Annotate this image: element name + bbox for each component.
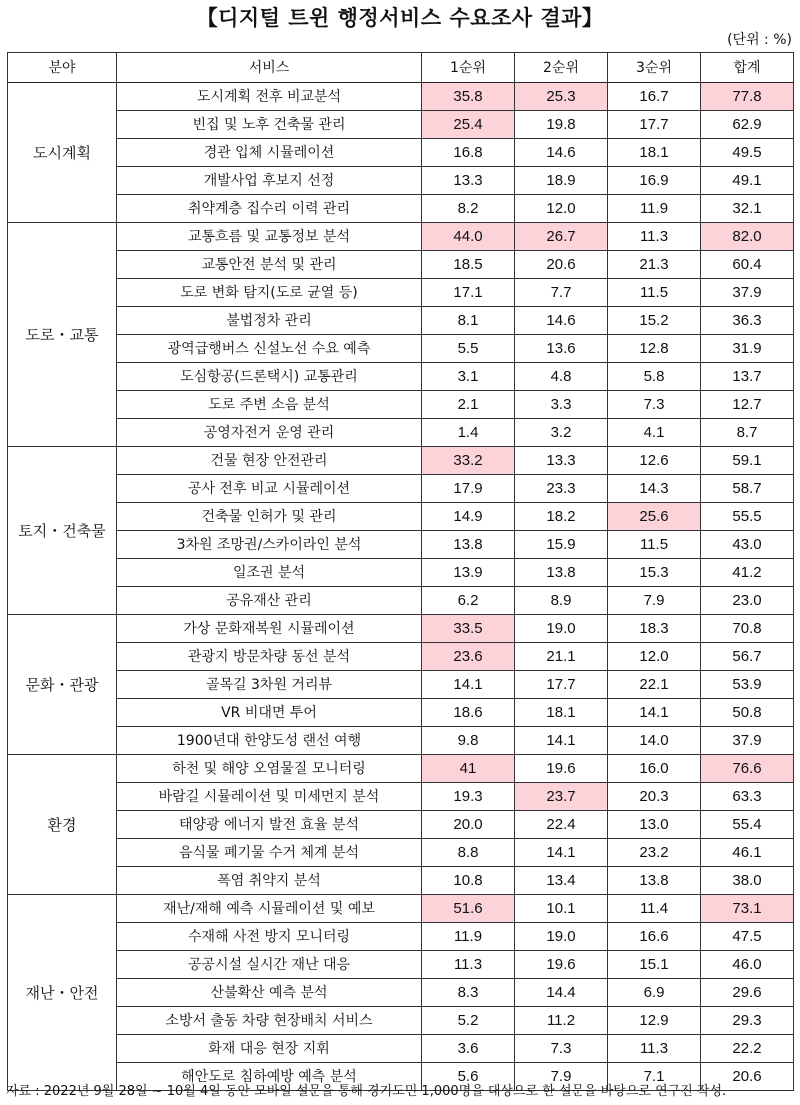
rank2-cell: 14.4 (515, 979, 608, 1007)
service-cell: 음식물 폐기물 수거 체계 분석 (117, 839, 422, 867)
rank1-cell: 41 (422, 755, 515, 783)
table-row (8, 167, 794, 195)
service-cell: 광역급행버스 신설노선 수요 예측 (117, 335, 422, 363)
rank3-cell: 7.3 (608, 391, 701, 419)
table-row (8, 727, 794, 755)
rank2-cell: 18.9 (515, 167, 608, 195)
rank2-cell: 7.3 (515, 1035, 608, 1063)
rank3-cell: 13.0 (608, 811, 701, 839)
service-cell: 하천 및 해양 오염물질 모니터링 (117, 755, 422, 783)
rank2-cell: 14.6 (515, 307, 608, 335)
rank1-cell: 20.0 (422, 811, 515, 839)
service-cell: 공사 전후 비교 시뮬레이션 (117, 475, 422, 503)
service-cell: 산불확산 예측 분석 (117, 979, 422, 1007)
table-row (8, 979, 794, 1007)
service-cell: 일조권 분석 (117, 559, 422, 587)
rank3-cell: 5.8 (608, 363, 701, 391)
service-cell: 도시계획 전후 비교분석 (117, 83, 422, 111)
total-cell: 41.2 (701, 559, 794, 587)
service-cell: 불법정차 관리 (117, 307, 422, 335)
rank3-cell: 11.3 (608, 1035, 701, 1063)
rank2-cell: 18.1 (515, 699, 608, 727)
total-cell: 55.4 (701, 811, 794, 839)
table-row (8, 251, 794, 279)
rank3-cell: 16.0 (608, 755, 701, 783)
table-row (8, 1007, 794, 1035)
rank1-cell: 14.1 (422, 671, 515, 699)
rank1-cell: 18.5 (422, 251, 515, 279)
rank2-cell: 20.6 (515, 251, 608, 279)
rank2-cell: 13.8 (515, 559, 608, 587)
rank1-cell: 8.3 (422, 979, 515, 1007)
rank1-cell: 33.2 (422, 447, 515, 475)
rank3-cell: 15.1 (608, 951, 701, 979)
rank3-cell: 16.7 (608, 83, 701, 111)
service-cell: 공유재산 관리 (117, 587, 422, 615)
rank2-cell: 13.4 (515, 867, 608, 895)
rank3-cell: 14.0 (608, 727, 701, 755)
rank2-cell: 19.8 (515, 111, 608, 139)
rank3-cell: 18.1 (608, 139, 701, 167)
category-cell: 토지・건축물 (8, 447, 117, 615)
rank1-cell: 1.4 (422, 419, 515, 447)
table-row (8, 503, 794, 531)
total-cell: 36.3 (701, 307, 794, 335)
rank1-cell: 13.3 (422, 167, 515, 195)
rank1-cell: 8.1 (422, 307, 515, 335)
service-cell: VR 비대면 투어 (117, 699, 422, 727)
rank1-cell: 23.6 (422, 643, 515, 671)
rank2-cell: 14.1 (515, 839, 608, 867)
table-row (8, 839, 794, 867)
total-cell: 43.0 (701, 531, 794, 559)
table-header-row (8, 53, 794, 83)
rank3-cell: 18.3 (608, 615, 701, 643)
total-cell: 56.7 (701, 643, 794, 671)
unit-label: (단위 : %) (727, 32, 792, 48)
rank2-cell: 7.7 (515, 279, 608, 307)
service-cell: 공영자전거 운영 관리 (117, 419, 422, 447)
rank1-cell: 9.8 (422, 727, 515, 755)
table-row (8, 755, 794, 783)
service-cell: 골목길 3차원 거리뷰 (117, 671, 422, 699)
total-cell: 77.8 (701, 83, 794, 111)
total-cell: 46.0 (701, 951, 794, 979)
table-row (8, 307, 794, 335)
rank3-cell: 4.1 (608, 419, 701, 447)
total-cell: 62.9 (701, 111, 794, 139)
service-cell: 1900년대 한양도성 랜선 여행 (117, 727, 422, 755)
rank1-cell: 13.9 (422, 559, 515, 587)
service-cell: 도로 주변 소음 분석 (117, 391, 422, 419)
rank2-cell: 19.0 (515, 923, 608, 951)
header-total: 합계 (701, 53, 794, 83)
table-row (8, 83, 794, 111)
total-cell: 32.1 (701, 195, 794, 223)
total-cell: 47.5 (701, 923, 794, 951)
rank2-cell: 8.9 (515, 587, 608, 615)
rank3-cell: 22.1 (608, 671, 701, 699)
total-cell: 23.0 (701, 587, 794, 615)
rank1-cell: 17.1 (422, 279, 515, 307)
rank3-cell: 11.3 (608, 223, 701, 251)
table-row (8, 643, 794, 671)
rank1-cell: 2.1 (422, 391, 515, 419)
total-cell: 37.9 (701, 727, 794, 755)
category-cell: 재난・안전 (8, 895, 117, 1091)
total-cell: 50.8 (701, 699, 794, 727)
table-row (8, 867, 794, 895)
rank2-cell: 4.8 (515, 363, 608, 391)
rank1-cell: 10.8 (422, 867, 515, 895)
rank2-cell: 22.4 (515, 811, 608, 839)
service-cell: 소방서 출동 차량 현장배치 서비스 (117, 1007, 422, 1035)
rank2-cell: 12.0 (515, 195, 608, 223)
rank2-cell: 3.2 (515, 419, 608, 447)
table-row (8, 335, 794, 363)
service-cell: 도로 변화 탐지(도로 균열 등) (117, 279, 422, 307)
rank2-cell: 18.2 (515, 503, 608, 531)
rank3-cell: 14.3 (608, 475, 701, 503)
table-row (8, 139, 794, 167)
rank2-cell: 19.0 (515, 615, 608, 643)
service-cell: 수재해 사전 방지 모니터링 (117, 923, 422, 951)
table-body (8, 83, 794, 1091)
rank3-cell: 11.5 (608, 531, 701, 559)
service-cell: 관광지 방문차량 동선 분석 (117, 643, 422, 671)
total-cell: 49.1 (701, 167, 794, 195)
total-cell: 38.0 (701, 867, 794, 895)
rank3-cell: 6.9 (608, 979, 701, 1007)
rank1-cell: 8.8 (422, 839, 515, 867)
rank1-cell: 13.8 (422, 531, 515, 559)
rank1-cell: 14.9 (422, 503, 515, 531)
service-cell: 빈집 및 노후 건축물 관리 (117, 111, 422, 139)
table-row (8, 195, 794, 223)
rank3-cell: 13.8 (608, 867, 701, 895)
rank2-cell: 3.3 (515, 391, 608, 419)
rank3-cell: 14.1 (608, 699, 701, 727)
rank1-cell: 33.5 (422, 615, 515, 643)
total-cell: 70.8 (701, 615, 794, 643)
rank2-cell: 15.9 (515, 531, 608, 559)
service-cell: 폭염 취약지 분석 (117, 867, 422, 895)
survey-table (7, 52, 794, 1091)
service-cell: 취약계층 집수리 이력 관리 (117, 195, 422, 223)
total-cell: 12.7 (701, 391, 794, 419)
service-cell: 바람길 시뮬레이션 및 미세먼지 분석 (117, 783, 422, 811)
rank3-cell: 12.9 (608, 1007, 701, 1035)
table-row (8, 587, 794, 615)
total-cell: 46.1 (701, 839, 794, 867)
rank3-cell: 11.5 (608, 279, 701, 307)
rank1-cell: 17.9 (422, 475, 515, 503)
rank3-cell: 12.0 (608, 643, 701, 671)
rank2-cell: 14.6 (515, 139, 608, 167)
total-cell: 49.5 (701, 139, 794, 167)
service-cell: 화재 대응 현장 지휘 (117, 1035, 422, 1063)
rank2-cell: 13.3 (515, 447, 608, 475)
header-rank3: 3순위 (608, 53, 701, 83)
table-row (8, 923, 794, 951)
table-row (8, 111, 794, 139)
rank3-cell: 15.2 (608, 307, 701, 335)
rank3-cell: 11.9 (608, 195, 701, 223)
total-cell: 63.3 (701, 783, 794, 811)
rank1-cell: 6.2 (422, 587, 515, 615)
service-cell: 태양광 에너지 발전 효율 분석 (117, 811, 422, 839)
rank1-cell: 16.8 (422, 139, 515, 167)
rank3-cell: 7.9 (608, 587, 701, 615)
rank3-cell: 12.6 (608, 447, 701, 475)
rank3-cell: 16.6 (608, 923, 701, 951)
rank1-cell: 5.6 (422, 1063, 515, 1091)
rank1-cell: 5.5 (422, 335, 515, 363)
table-row (8, 279, 794, 307)
table-row (8, 783, 794, 811)
page-title: 【디지털 트윈 행정서비스 수요조사 결과】 (196, 6, 604, 30)
service-cell: 공공시설 실시간 재난 대응 (117, 951, 422, 979)
table-row (8, 223, 794, 251)
rank2-cell: 10.1 (515, 895, 608, 923)
table-row (8, 615, 794, 643)
service-cell: 해안도로 침하예방 예측 분석 (117, 1063, 422, 1091)
header-service: 서비스 (117, 53, 422, 83)
rank2-cell: 7.9 (515, 1063, 608, 1091)
rank3-cell: 21.3 (608, 251, 701, 279)
rank3-cell: 16.9 (608, 167, 701, 195)
rank3-cell: 23.2 (608, 839, 701, 867)
total-cell: 22.2 (701, 1035, 794, 1063)
total-cell: 20.6 (701, 1063, 794, 1091)
service-cell: 교통흐름 및 교통정보 분석 (117, 223, 422, 251)
rank2-cell: 19.6 (515, 755, 608, 783)
table-row (8, 895, 794, 923)
header-rank1: 1순위 (422, 53, 515, 83)
rank2-cell: 23.3 (515, 475, 608, 503)
rank3-cell: 25.6 (608, 503, 701, 531)
total-cell: 59.1 (701, 447, 794, 475)
table-row (8, 391, 794, 419)
table-row (8, 699, 794, 727)
service-cell: 건물 현장 안전관리 (117, 447, 422, 475)
table-row (8, 363, 794, 391)
total-cell: 53.9 (701, 671, 794, 699)
service-cell: 건축물 인허가 및 관리 (117, 503, 422, 531)
rank3-cell: 12.8 (608, 335, 701, 363)
rank1-cell: 44.0 (422, 223, 515, 251)
table-row (8, 811, 794, 839)
table-row (8, 531, 794, 559)
service-cell: 도심항공(드론택시) 교통관리 (117, 363, 422, 391)
source-note: 자료 : 2022년 9월 28일 ~ 10월 4일 동안 모바일 설문을 통해 경기도민 1,000명을 대상으로 한 설문을 바탕으로 연구진 작성. (6, 1084, 727, 1099)
rank1-cell: 8.2 (422, 195, 515, 223)
rank1-cell: 5.2 (422, 1007, 515, 1035)
rank1-cell: 35.8 (422, 83, 515, 111)
rank1-cell: 3.1 (422, 363, 515, 391)
rank1-cell: 18.6 (422, 699, 515, 727)
rank2-cell: 23.7 (515, 783, 608, 811)
rank2-cell: 19.6 (515, 951, 608, 979)
category-cell: 도로・교통 (8, 223, 117, 447)
total-cell: 37.9 (701, 279, 794, 307)
category-cell: 문화・관광 (8, 615, 117, 755)
category-cell: 도시계획 (8, 83, 117, 223)
total-cell: 76.6 (701, 755, 794, 783)
total-cell: 29.6 (701, 979, 794, 1007)
table-row (8, 559, 794, 587)
rank1-cell: 19.3 (422, 783, 515, 811)
rank2-cell: 21.1 (515, 643, 608, 671)
table-row (8, 475, 794, 503)
rank3-cell: 17.7 (608, 111, 701, 139)
rank3-cell: 11.4 (608, 895, 701, 923)
rank2-cell: 25.3 (515, 83, 608, 111)
table-row (8, 951, 794, 979)
total-cell: 31.9 (701, 335, 794, 363)
rank1-cell: 51.6 (422, 895, 515, 923)
rank1-cell: 25.4 (422, 111, 515, 139)
service-cell: 개발사업 후보지 선정 (117, 167, 422, 195)
table-row (8, 1035, 794, 1063)
total-cell: 58.7 (701, 475, 794, 503)
total-cell: 60.4 (701, 251, 794, 279)
rank2-cell: 13.6 (515, 335, 608, 363)
service-cell: 재난/재해 예측 시뮬레이션 및 예보 (117, 895, 422, 923)
rank2-cell: 14.1 (515, 727, 608, 755)
rank1-cell: 11.3 (422, 951, 515, 979)
rank2-cell: 11.2 (515, 1007, 608, 1035)
category-cell: 환경 (8, 755, 117, 895)
rank1-cell: 3.6 (422, 1035, 515, 1063)
rank3-cell: 7.1 (608, 1063, 701, 1091)
service-cell: 경관 입체 시뮬레이션 (117, 139, 422, 167)
total-cell: 55.5 (701, 503, 794, 531)
service-cell: 3차원 조망권/스카이라인 분석 (117, 531, 422, 559)
rank2-cell: 26.7 (515, 223, 608, 251)
rank2-cell: 17.7 (515, 671, 608, 699)
rank3-cell: 20.3 (608, 783, 701, 811)
header-category: 분야 (8, 53, 117, 83)
total-cell: 73.1 (701, 895, 794, 923)
total-cell: 29.3 (701, 1007, 794, 1035)
rank3-cell: 15.3 (608, 559, 701, 587)
service-cell: 교통안전 분석 및 관리 (117, 251, 422, 279)
total-cell: 13.7 (701, 363, 794, 391)
table-row (8, 447, 794, 475)
rank1-cell: 11.9 (422, 923, 515, 951)
table-row (8, 671, 794, 699)
total-cell: 8.7 (701, 419, 794, 447)
table-row (8, 419, 794, 447)
service-cell: 가상 문화재복원 시뮬레이션 (117, 615, 422, 643)
header-rank2: 2순위 (515, 53, 608, 83)
total-cell: 82.0 (701, 223, 794, 251)
